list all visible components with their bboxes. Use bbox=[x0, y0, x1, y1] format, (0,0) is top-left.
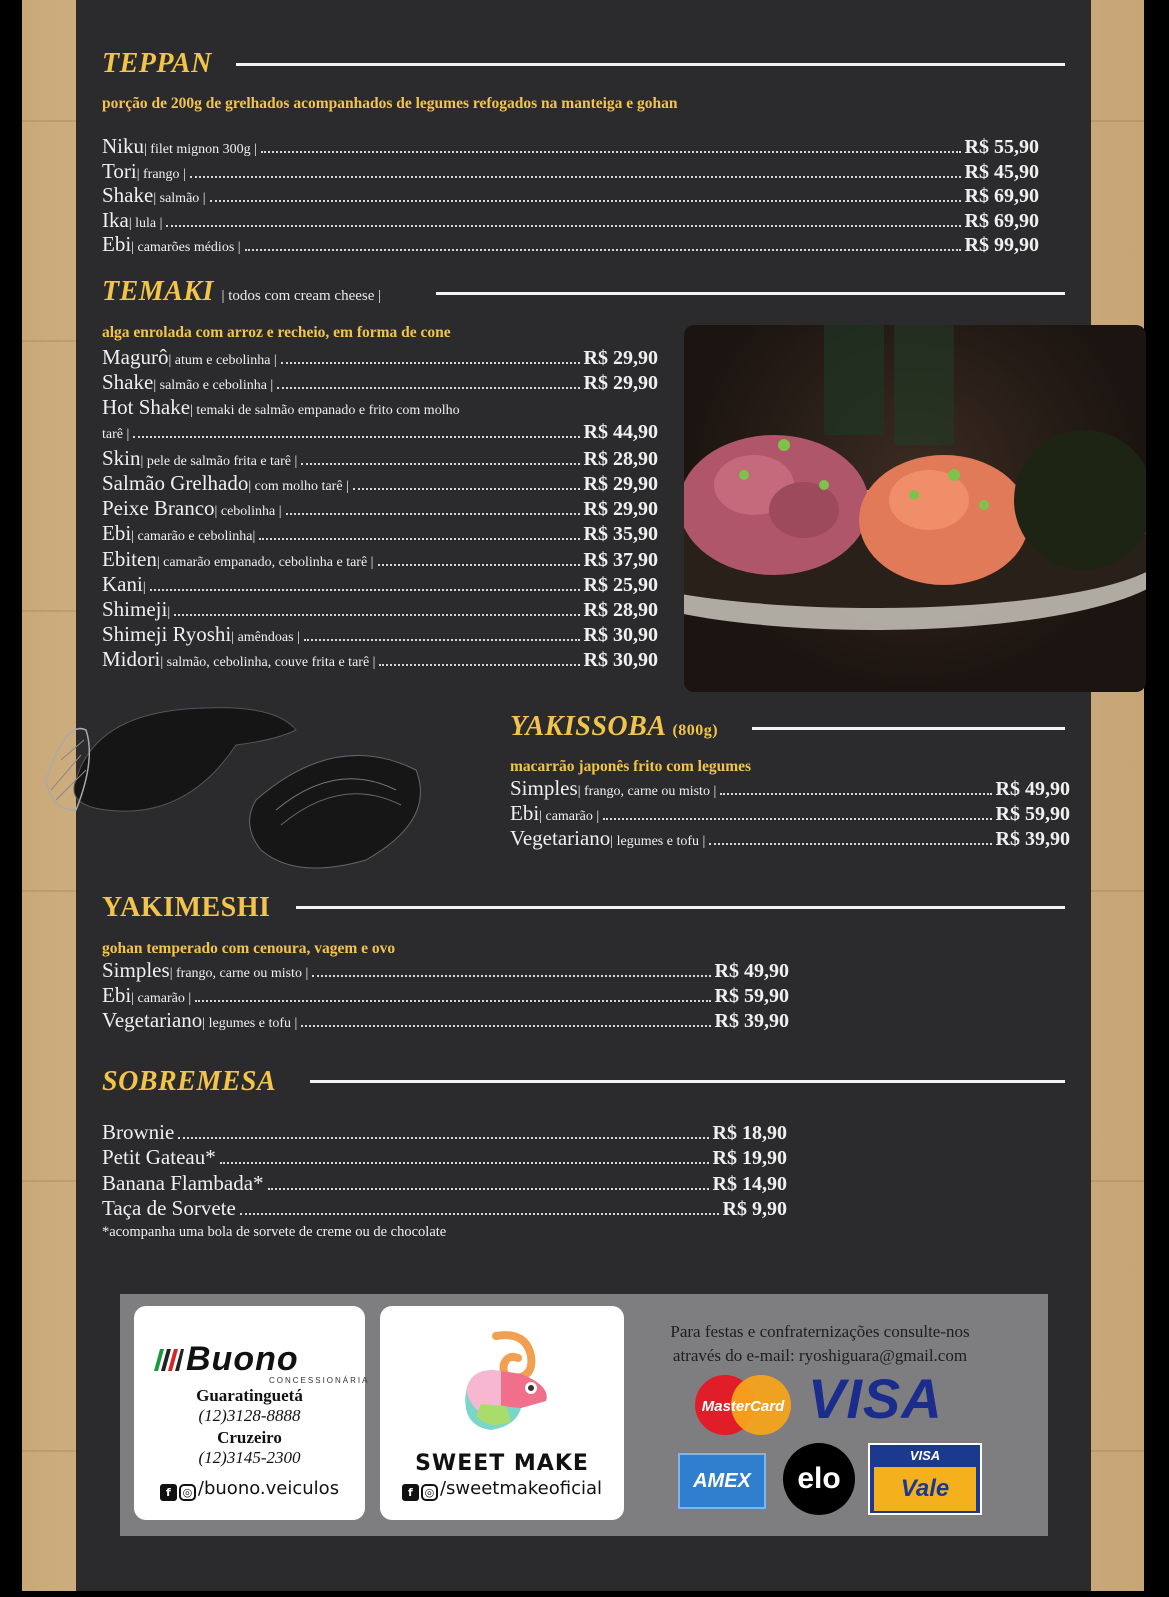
contact-line-2[interactable]: através do e-mail: ryoshiguara@gmail.com bbox=[672, 1346, 968, 1365]
menu-item-price: R$ 59,90 bbox=[995, 803, 1070, 825]
leader-dots bbox=[312, 975, 710, 977]
menu-item bbox=[102, 1171, 787, 1196]
menu-item bbox=[102, 395, 658, 420]
menu-item-price: R$ 29,90 bbox=[583, 473, 658, 495]
leader-dots bbox=[259, 538, 579, 540]
menu-item-detail: | camarão | bbox=[131, 991, 192, 1006]
menu-item-name: Ebi bbox=[102, 232, 132, 257]
menu-item-detail: tarê | bbox=[102, 426, 130, 442]
menu-item-price: R$ 45,90 bbox=[964, 160, 1039, 183]
menu-item-detail: | atum e cebolinha | bbox=[168, 353, 277, 368]
menu-item bbox=[102, 1196, 787, 1221]
menu-item-name: Simples bbox=[102, 958, 170, 982]
menu-item bbox=[102, 345, 658, 370]
menu-item bbox=[102, 232, 1039, 257]
menu-item-name: Petit Gateau* bbox=[102, 1145, 216, 1170]
menu-item-detail: | filet mignon 300g | bbox=[144, 142, 257, 157]
leader-dots bbox=[378, 564, 580, 566]
menu-item bbox=[102, 421, 658, 446]
instagram-icon: ◎ bbox=[421, 1484, 438, 1501]
leader-dots bbox=[245, 249, 961, 251]
menu-item bbox=[102, 370, 658, 395]
menu-item-detail: | pele de salmão frita e tarê | bbox=[140, 453, 298, 469]
menu-item bbox=[102, 647, 658, 672]
sweetmake-name: SWEET MAKE bbox=[415, 1451, 589, 1476]
menu-item-name: Brownie bbox=[102, 1120, 175, 1144]
menu-item-price: R$ 49,90 bbox=[714, 960, 789, 982]
menu-item-price: R$ 99,90 bbox=[964, 234, 1039, 257]
leader-dots bbox=[277, 387, 579, 389]
buono-logo: Buono bbox=[186, 1340, 299, 1378]
menu-item bbox=[102, 471, 658, 496]
menu-item-detail: | com molho tarê | bbox=[248, 479, 349, 494]
leader-dots bbox=[150, 589, 580, 591]
section-title-temaki: TEMAKI | todos com cream cheese | bbox=[102, 276, 382, 307]
section-title-yakissoba: YAKISSOBA (800g) bbox=[510, 711, 719, 742]
leader-dots bbox=[268, 1188, 709, 1190]
leader-dots bbox=[286, 513, 580, 515]
mastercard-icon bbox=[693, 1373, 793, 1437]
menu-item bbox=[102, 159, 1039, 184]
menu-item-name: Niku bbox=[102, 134, 144, 158]
contact-line-1: Para festas e confraternizações consulte-nos bbox=[670, 1322, 970, 1341]
facebook-icon: f bbox=[160, 1484, 177, 1501]
leader-dots bbox=[353, 488, 580, 490]
menu-item-price: R$ 59,90 bbox=[714, 985, 789, 1007]
menu-item-detail: | camarões médios | bbox=[131, 240, 241, 256]
menu-item bbox=[102, 134, 1039, 159]
yakissoba-note: (800g) bbox=[672, 722, 719, 739]
menu-item-price: R$ 69,90 bbox=[964, 209, 1039, 232]
divider bbox=[310, 1080, 1065, 1083]
menu-item bbox=[102, 1145, 787, 1170]
leader-dots bbox=[220, 1162, 709, 1164]
menu-item-price: R$ 25,90 bbox=[583, 573, 658, 596]
contact-info bbox=[630, 1320, 1010, 1368]
menu-item bbox=[102, 496, 658, 521]
divider bbox=[236, 63, 1065, 66]
menu-item-price: R$ 55,90 bbox=[964, 136, 1039, 158]
menu-item-name: Ebi bbox=[102, 521, 132, 546]
menu-item-price: R$ 35,90 bbox=[583, 523, 658, 546]
menu-item-name: Skin bbox=[102, 445, 141, 470]
menu-item-name: Shake bbox=[102, 370, 154, 395]
temaki-photo bbox=[684, 325, 1146, 692]
sweetmake-card bbox=[380, 1306, 624, 1520]
section-title-yakimeshi: YAKIMESHI bbox=[102, 892, 271, 923]
buono-city-2: Cruzeiro bbox=[217, 1428, 282, 1447]
visa-vale-top: VISA bbox=[909, 1448, 941, 1463]
section-desc-temaki: alga enrolada com arroz e recheio, em forma de cone bbox=[102, 324, 451, 341]
menu-item-name: Tori bbox=[102, 158, 137, 183]
menu-item-name: Kani bbox=[102, 571, 143, 596]
menu-item-detail: | frango | bbox=[136, 166, 186, 182]
menu-item bbox=[102, 572, 658, 597]
leader-dots bbox=[281, 362, 580, 364]
menu-item-detail: | legumes e tofu | bbox=[610, 834, 706, 849]
buono-phone-2: (12)3145-2300 bbox=[198, 1448, 301, 1467]
menu-item bbox=[102, 958, 789, 983]
menu-item bbox=[102, 521, 658, 546]
leader-dots bbox=[379, 664, 579, 666]
menu-item-name: Hot Shake bbox=[102, 395, 191, 420]
temaki-note: | todos com cream cheese | bbox=[221, 288, 382, 304]
menu-item-detail: | frango, carne ou misto | bbox=[577, 784, 717, 799]
menu-item-price: R$ 28,90 bbox=[583, 447, 658, 470]
menu-item-price: R$ 39,90 bbox=[995, 828, 1070, 850]
leader-dots bbox=[210, 200, 961, 202]
section-title-sobremesa: SOBREMESA bbox=[102, 1066, 277, 1097]
menu-item-detail: | cebolinha | bbox=[214, 504, 282, 520]
leader-dots bbox=[174, 614, 579, 616]
leader-dots bbox=[304, 639, 580, 641]
menu-item bbox=[102, 1120, 787, 1145]
menu-item-detail: | amêndoas | bbox=[231, 630, 300, 646]
divider bbox=[436, 292, 1065, 295]
menu-item-name: Banana Flambada* bbox=[102, 1170, 264, 1195]
menu-item bbox=[102, 183, 1039, 208]
instagram-icon: ◎ bbox=[179, 1484, 196, 1501]
menu-item-price: R$ 39,90 bbox=[714, 1010, 789, 1032]
buono-social-handle: /buono.veiculos bbox=[197, 1478, 340, 1499]
menu-item-price: R$ 18,90 bbox=[712, 1122, 787, 1144]
menu-item bbox=[102, 1008, 789, 1033]
buono-phone-1: (12)3128-8888 bbox=[198, 1406, 301, 1425]
leader-dots bbox=[603, 818, 991, 820]
leader-dots bbox=[709, 843, 991, 845]
menu-item-name: Salmão Grelhado bbox=[102, 471, 249, 495]
leader-dots bbox=[301, 463, 579, 465]
leader-dots bbox=[261, 151, 961, 153]
leader-dots bbox=[720, 793, 991, 795]
section-title-teppan: TEPPAN bbox=[102, 48, 212, 79]
menu-item bbox=[102, 208, 1039, 233]
visa-vale-bottom: Vale bbox=[874, 1467, 976, 1511]
menu-item-price: R$ 30,90 bbox=[583, 649, 658, 672]
menu-item-name: Magurô bbox=[102, 345, 169, 369]
menu-item-name: Ebi bbox=[510, 801, 540, 825]
leader-dots bbox=[301, 1025, 710, 1027]
menu-item-price: R$ 29,90 bbox=[583, 498, 658, 521]
menu-item-price: R$ 9,90 bbox=[722, 1198, 787, 1221]
elo-logo: elo bbox=[783, 1443, 855, 1515]
menu-item-name: Peixe Branco bbox=[102, 496, 215, 521]
menu-item-detail: | bbox=[142, 579, 146, 595]
menu-item-detail: | camarão | bbox=[539, 809, 600, 824]
section-desc-yakimeshi: gohan temperado com cenoura, vagem e ovo bbox=[102, 940, 396, 957]
section-desc-yakissoba: macarrão japonês frito com legumes bbox=[510, 758, 752, 775]
menu-item bbox=[102, 597, 658, 622]
menu-item bbox=[510, 826, 1070, 851]
menu-item-detail: | camarão e cebolinha| bbox=[131, 529, 256, 545]
amex-logo: AMEX bbox=[678, 1453, 766, 1509]
menu-item bbox=[102, 983, 789, 1008]
menu-item-name: Simples bbox=[510, 776, 578, 800]
menu-item-detail: | frango, carne ou misto | bbox=[169, 966, 309, 981]
menu-item-price: R$ 29,90 bbox=[583, 372, 658, 395]
menu-item bbox=[510, 801, 1070, 826]
menu-item-price: R$ 44,90 bbox=[583, 420, 658, 443]
menu-item-detail: | bbox=[167, 605, 171, 620]
menu-item-detail: | salmão | bbox=[153, 191, 206, 207]
menu-item-price: R$ 37,90 bbox=[583, 548, 658, 571]
dessert-footnote: *acompanha uma bola de sorvete de creme ou de chocolate bbox=[102, 1224, 447, 1240]
divider bbox=[296, 906, 1065, 909]
menu-item-name: Ika bbox=[102, 207, 129, 232]
menu-item-detail: | temaki de salmão empanado e frito com molho bbox=[190, 403, 460, 419]
menu-item-price: R$ 49,90 bbox=[995, 778, 1070, 800]
menu-item-price: R$ 29,90 bbox=[583, 347, 658, 369]
menu-item-detail: | legumes e tofu | bbox=[202, 1016, 298, 1031]
leader-dots bbox=[195, 1000, 710, 1002]
menu-item-name: Midori bbox=[102, 647, 161, 672]
menu-item-detail: | salmão, cebolinha, couve frita e tarê | bbox=[160, 655, 376, 671]
leader-dots bbox=[133, 436, 579, 438]
menu-item-name: Shimeji bbox=[102, 597, 168, 621]
menu-item bbox=[102, 622, 658, 647]
visa-vale-logo bbox=[868, 1443, 982, 1515]
mastercard-label: MasterCard bbox=[701, 1398, 785, 1415]
menu-item-price: R$ 14,90 bbox=[712, 1172, 787, 1195]
buono-subtitle: CONCESSIONÁRIA bbox=[269, 1376, 370, 1385]
sushi-sketch-illustration bbox=[36, 700, 446, 880]
buono-city-1: Guaratinguetá bbox=[196, 1386, 303, 1405]
menu-item bbox=[102, 547, 658, 572]
leader-dots bbox=[240, 1213, 719, 1215]
menu-item-detail: | lula | bbox=[128, 215, 163, 231]
temaki-photo-illustration bbox=[684, 325, 1146, 692]
buono-social[interactable] bbox=[134, 1478, 365, 1501]
menu-item-name: Vegetariano bbox=[510, 826, 611, 850]
menu-item-name: Shake bbox=[102, 183, 154, 208]
divider bbox=[752, 727, 1065, 730]
menu-item-name: Taça de Sorvete bbox=[102, 1196, 236, 1221]
menu-item-name: Shimeji Ryoshi bbox=[102, 622, 232, 647]
leader-dots bbox=[178, 1137, 708, 1139]
visa-logo: VISA bbox=[808, 1367, 943, 1430]
menu-item-name: Vegetariano bbox=[102, 1008, 203, 1032]
sweetmake-social-handle: /sweetmakeoficial bbox=[439, 1478, 603, 1499]
menu-item bbox=[102, 446, 658, 471]
menu-item-name: Ebi bbox=[102, 983, 132, 1007]
buono-card bbox=[134, 1306, 370, 1520]
section-desc-teppan: porção de 200g de grelhados acompanhados de legumes refogados na manteiga e gohan bbox=[102, 95, 678, 112]
menu-item-price: R$ 19,90 bbox=[712, 1147, 787, 1170]
menu-item-price: R$ 30,90 bbox=[583, 624, 658, 647]
chameleon-logo-icon bbox=[446, 1326, 558, 1438]
menu-item-name: Ebiten bbox=[102, 546, 157, 571]
buono-stripes-icon bbox=[154, 1349, 184, 1371]
menu-item-price: R$ 69,90 bbox=[964, 185, 1039, 208]
menu-item-detail: | salmão e cebolinha | bbox=[153, 378, 274, 394]
menu-item-price: R$ 28,90 bbox=[583, 599, 658, 621]
sweetmake-social[interactable] bbox=[380, 1478, 624, 1501]
leader-dots bbox=[166, 225, 960, 227]
leader-dots bbox=[190, 176, 961, 178]
facebook-icon: f bbox=[402, 1484, 419, 1501]
menu-item-detail: | camarão empanado, cebolinha e tarê | bbox=[156, 554, 374, 570]
menu-item bbox=[510, 776, 1070, 801]
